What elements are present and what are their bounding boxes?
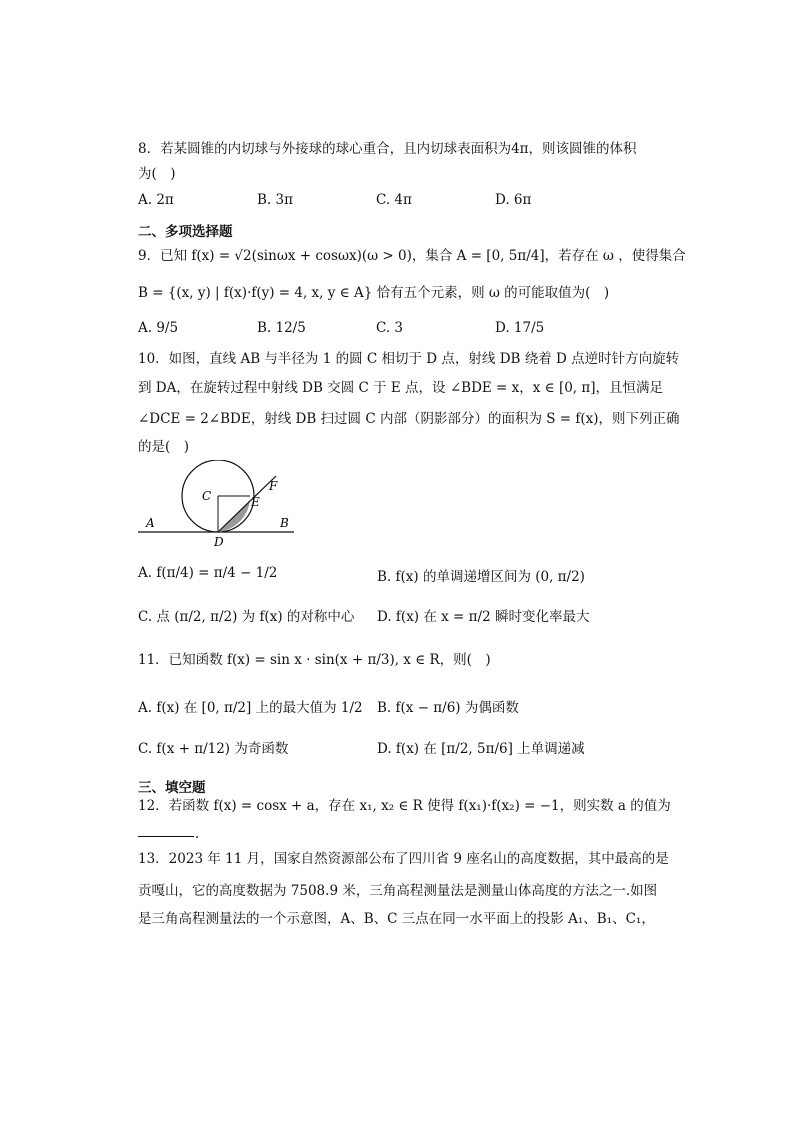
ray-df <box>218 476 276 532</box>
q9-line-2: B = {(x, y) | f(x)·f(y) = 4, x, y ∈ A} 恰有五个元素，则 ω 的可能取值为( ) <box>138 285 610 301</box>
q11-option-b: B. f(x − π/6) 为偶函数 <box>377 700 519 716</box>
q13-line-2: 贡嘎山，它的高度数据为 7508.9 米，三角高程测量法是测量山体高度的方法之一.如图 <box>138 883 658 899</box>
q9-options <box>138 320 658 340</box>
q12-line-1: 12．若函数 f(x) = cosx + a，存在 x₁, x₂ ∈ R 使得 f(x₁)·f(x₂) = −1，则实数 a 的值为 <box>138 798 671 814</box>
q11-option-d: D. f(x) 在 [π/2, 5π/6] 上单调递减 <box>377 741 585 757</box>
q10-option-b: B. f(x) 的单调递增区间为 (0, π/2) <box>377 569 585 585</box>
q10-option-a: A. f(π/4) = π/4 − 1/2 <box>138 565 278 581</box>
q8-option-d: D. 6π <box>495 192 532 208</box>
q9-line-1: 9．已知 f(x) = √2(sinωx + cosωx)(ω > 0)，集合 A = [0, 5π/4]，若存在 ω ，使得集合 <box>138 248 686 264</box>
q11-option-a: A. f(x) 在 [0, π/2] 上的最大值为 1/2 <box>138 700 363 716</box>
q11-option-c: C. f(x + π/12) 为奇函数 <box>138 741 289 757</box>
section-heading-multiple-choice: 二、多项选择题 <box>138 224 233 240</box>
q9-option-a: A. 9/5 <box>138 320 179 336</box>
q9-option-b: B. 12/5 <box>257 320 306 336</box>
label-b: B <box>280 516 289 530</box>
q8-options <box>138 192 658 212</box>
section-heading-fill-in: 三、填空题 <box>138 780 206 796</box>
q12-blank-period: . <box>195 826 200 842</box>
q13-line-1: 13．2023 年 11 月，国家自然资源部公布了四川省 9 座名山的高度数据，其中最高的是 <box>138 851 669 867</box>
q8-option-a: A. 2π <box>138 192 174 208</box>
q8-line-2: 为( ) <box>138 166 176 182</box>
q10-line-1: 10．如图，直线 AB 与半径为 1 的圆 C 相切于 D 点，射线 DB 绕着 D 点逆时针方向旋转 <box>138 351 680 367</box>
circle-tangent-diagram <box>138 460 298 552</box>
q10-line-3: ∠DCE = 2∠BDE，射线 DB 扫过圆 C 内部（阴影部分）的面积为 S = f(x)，则下列正确 <box>138 411 680 427</box>
label-e: E <box>251 495 260 509</box>
q8-option-c: C. 4π <box>376 192 412 208</box>
label-f: F <box>269 479 278 493</box>
q10-option-d: D. f(x) 在 x = π/2 瞬时变化率最大 <box>377 609 590 625</box>
q10-line-2: 到 DA，在旋转过程中射线 DB 交圆 C 于 E 点，设 ∠BDE = x，x ∈ [0, π]，且恒满足 <box>138 380 664 396</box>
q9-option-d: D. 17/5 <box>495 320 545 336</box>
label-a: A <box>146 516 155 530</box>
q10-line-4: 的是( ) <box>138 439 190 455</box>
q9-option-c: C. 3 <box>376 320 404 336</box>
q10-option-c: C. 点 (π/2, π/2) 为 f(x) 的对称中心 <box>138 609 355 625</box>
q8-option-b: B. 3π <box>257 192 293 208</box>
label-c: C <box>202 489 212 503</box>
q12-answer-blank <box>138 836 194 837</box>
label-d: D <box>214 535 224 549</box>
q8-line-1: 8．若某圆锥的内切球与外接球的球心重合，且内切球表面积为4π，则该圆锥的体积 <box>138 141 637 157</box>
q11-line-1: 11．已知函数 f(x) = sin x · sin(x + π/3), x ∈ R，则( ) <box>138 652 491 668</box>
q13-line-3: 是三角高程测量法的一个示意图，A、B、C 三点在同一水平面上的投影 A₁、B₁、C₁， <box>138 911 655 927</box>
